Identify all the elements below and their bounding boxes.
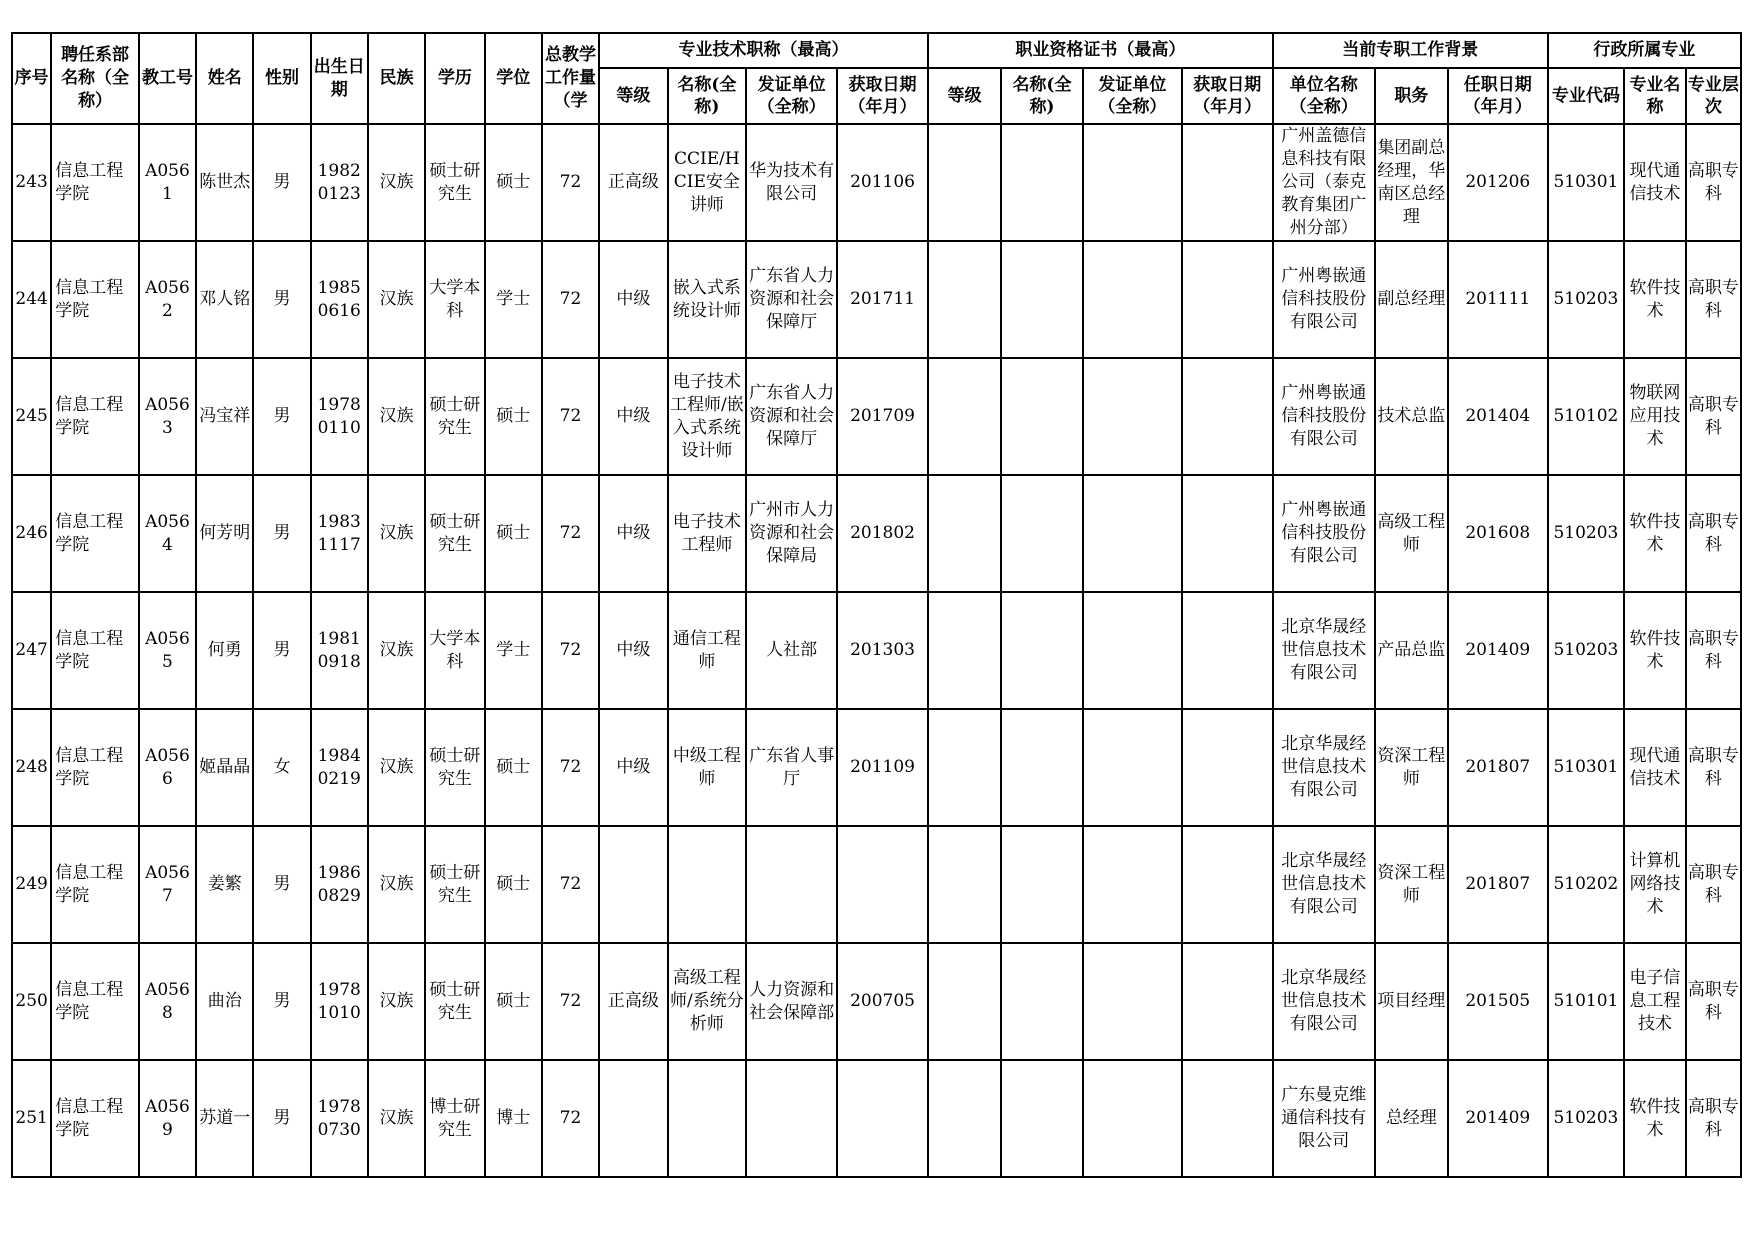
cert-issuer-cell: [1083, 826, 1182, 943]
dept-cell: 信息工程学院: [51, 1060, 139, 1177]
header-major-name-text: 专业名称: [1629, 75, 1681, 117]
birth-cell: 19840219: [311, 709, 368, 826]
gender-cell: 男: [253, 241, 310, 358]
header-degree: 学位: [485, 33, 542, 124]
seq-cell: 247: [12, 592, 51, 709]
header-education: 学历: [425, 33, 485, 124]
seq-cell: 250: [12, 943, 51, 1060]
header-group-job: 当前专职工作背景: [1273, 33, 1548, 68]
title-name-cell: [668, 1060, 747, 1177]
cert-level-cell: [928, 826, 1001, 943]
birth-cell: 19831117: [311, 475, 368, 592]
gender-cell: 男: [253, 826, 310, 943]
cert-issuer-cell: [1083, 1060, 1182, 1177]
title-level-cell: 中级: [599, 592, 667, 709]
cert-issuer-cell: [1083, 358, 1182, 475]
dept-cell: 信息工程学院: [51, 358, 139, 475]
header-dept: 聘任系部名称（全称）: [51, 33, 139, 124]
cert-issuer-cell: [1083, 709, 1182, 826]
table-row: [12, 592, 1741, 709]
degree-cell: 博士: [485, 1060, 542, 1177]
staff-table: [11, 32, 1742, 1178]
workload-cell: 72: [542, 826, 599, 943]
dept-cell: 信息工程学院: [51, 826, 139, 943]
header-job-date: 任职日期（年月）: [1448, 68, 1548, 124]
cert-name-cell: [1001, 124, 1083, 241]
job-date-cell: 201505: [1448, 943, 1548, 1060]
job-date-cell: 201608: [1448, 475, 1548, 592]
job-org-cell: 广州粤嵌通信科技股份有限公司: [1273, 475, 1375, 592]
title-issuer-cell: 广东省人力资源和社会保障厅: [746, 358, 837, 475]
workload-cell: 72: [542, 124, 599, 241]
title-level-cell: 中级: [599, 241, 667, 358]
table-row: [12, 475, 1741, 592]
cert-date-cell: [1182, 709, 1273, 826]
title-issuer-cell: [746, 826, 837, 943]
header-title-name: 名称(全称): [668, 68, 747, 124]
job-org-cell: 广东曼克维通信科技有限公司: [1273, 1060, 1375, 1177]
cert-name-cell: [1001, 709, 1083, 826]
job-org-cell: 广州盖德信息科技有限公司（泰克教育集团广州分部）: [1273, 124, 1375, 241]
title-name-cell: 电子技术工程师/嵌入式系统设计师: [668, 358, 747, 475]
title-date-cell: [837, 826, 928, 943]
major-code-cell: 510101: [1548, 943, 1624, 1060]
gender-cell: 女: [253, 709, 310, 826]
title-level-cell: [599, 1060, 667, 1177]
cert-level-cell: [928, 475, 1001, 592]
birth-cell: 19820123: [311, 124, 368, 241]
major-code-cell: 510203: [1548, 475, 1624, 592]
title-name-cell: 中级工程师: [668, 709, 747, 826]
name-cell: 冯宝祥: [196, 358, 253, 475]
workload-cell: 72: [542, 241, 599, 358]
header-birth: 出生日期: [311, 33, 368, 124]
dept-cell: 信息工程学院: [51, 475, 139, 592]
title-issuer-cell: 广东省人力资源和社会保障厅: [746, 241, 837, 358]
seq-cell: 248: [12, 709, 51, 826]
cert-level-cell: [928, 943, 1001, 1060]
degree-cell: 硕士: [485, 943, 542, 1060]
job-org-cell: 北京华晟经世信息技术有限公司: [1273, 943, 1375, 1060]
education-cell: 硕士研究生: [425, 475, 485, 592]
title-issuer-cell: 人社部: [746, 592, 837, 709]
degree-cell: 硕士: [485, 475, 542, 592]
staff-no-cell: A0567: [139, 826, 196, 943]
major-level-cell: 高职专科: [1686, 826, 1741, 943]
title-date-cell: [837, 1060, 928, 1177]
title-name-cell: [668, 826, 747, 943]
ethnicity-cell: 汉族: [368, 358, 425, 475]
title-level-cell: 中级: [599, 358, 667, 475]
major-name-cell: 电子信息工程技术: [1624, 943, 1686, 1060]
cert-level-cell: [928, 241, 1001, 358]
table-row: [12, 826, 1741, 943]
cert-level-cell: [928, 124, 1001, 241]
cert-name-cell: [1001, 475, 1083, 592]
education-cell: 大学本科: [425, 592, 485, 709]
ethnicity-cell: 汉族: [368, 241, 425, 358]
job-post-cell: 项目经理: [1375, 943, 1448, 1060]
major-level-cell: 高职专科: [1686, 358, 1741, 475]
title-date-cell: 200705: [837, 943, 928, 1060]
title-date-cell: 201802: [837, 475, 928, 592]
header-name: 姓名: [196, 33, 253, 124]
seq-cell: 246: [12, 475, 51, 592]
ethnicity-cell: 汉族: [368, 709, 425, 826]
job-post-cell: 资深工程师: [1375, 826, 1448, 943]
cert-name-cell: [1001, 241, 1083, 358]
workload-cell: 72: [542, 709, 599, 826]
title-level-cell: 正高级: [599, 943, 667, 1060]
degree-cell: 学士: [485, 592, 542, 709]
major-level-cell: 高职专科: [1686, 709, 1741, 826]
job-post-cell: 高级工程师: [1375, 475, 1448, 592]
major-level-cell: 高职专科: [1686, 1060, 1741, 1177]
header-ethnicity: 民族: [368, 33, 425, 124]
title-name-cell: 嵌入式系统设计师: [668, 241, 747, 358]
degree-cell: 硕士: [485, 358, 542, 475]
cert-issuer-cell: [1083, 475, 1182, 592]
header-cert-name: 名称(全称): [1001, 68, 1083, 124]
job-org-cell: 北京华晟经世信息技术有限公司: [1273, 592, 1375, 709]
name-cell: 姜繁: [196, 826, 253, 943]
header-job-post: 职务: [1375, 68, 1448, 124]
name-cell: 姬晶晶: [196, 709, 253, 826]
cert-issuer-cell: [1083, 124, 1182, 241]
birth-cell: 19850616: [311, 241, 368, 358]
major-name-cell: 软件技术: [1624, 241, 1686, 358]
title-date-cell: 201109: [837, 709, 928, 826]
ethnicity-cell: 汉族: [368, 124, 425, 241]
birth-cell: 19810918: [311, 592, 368, 709]
title-name-cell: CCIE/HCIE安全讲师: [668, 124, 747, 241]
header-major-name: [1624, 68, 1686, 124]
header-seq: 序号: [12, 33, 51, 124]
major-name-cell: 软件技术: [1624, 475, 1686, 592]
cert-date-cell: [1182, 1060, 1273, 1177]
staff-no-cell: A0566: [139, 709, 196, 826]
title-level-cell: 中级: [599, 709, 667, 826]
title-issuer-cell: [746, 1060, 837, 1177]
ethnicity-cell: 汉族: [368, 1060, 425, 1177]
table-row: [12, 1060, 1741, 1177]
name-cell: 陈世杰: [196, 124, 253, 241]
ethnicity-cell: 汉族: [368, 475, 425, 592]
job-date-cell: 201206: [1448, 124, 1548, 241]
job-org-cell: 北京华晟经世信息技术有限公司: [1273, 709, 1375, 826]
header-staff-no: 教工号: [139, 33, 196, 124]
major-code-cell: 510301: [1548, 124, 1624, 241]
staff-no-cell: A0564: [139, 475, 196, 592]
education-cell: 博士研究生: [425, 1060, 485, 1177]
major-level-cell: 高职专科: [1686, 592, 1741, 709]
table-row: [12, 124, 1741, 241]
education-cell: 硕士研究生: [425, 943, 485, 1060]
header-title-level: 等级: [599, 68, 667, 124]
major-name-cell: 软件技术: [1624, 592, 1686, 709]
gender-cell: 男: [253, 1060, 310, 1177]
major-code-cell: 510202: [1548, 826, 1624, 943]
header-cert-level: 等级: [928, 68, 1001, 124]
ethnicity-cell: 汉族: [368, 592, 425, 709]
birth-cell: 19860829: [311, 826, 368, 943]
header-job-org: 单位名称（全称）: [1273, 68, 1375, 124]
title-date-cell: 201303: [837, 592, 928, 709]
ethnicity-cell: 汉族: [368, 826, 425, 943]
cert-name-cell: [1001, 1060, 1083, 1177]
header-workload-text: 总教学工作量（学: [544, 45, 596, 111]
title-date-cell: 201106: [837, 124, 928, 241]
major-name-cell: 现代通信技术: [1624, 709, 1686, 826]
workload-cell: 72: [542, 1060, 599, 1177]
name-cell: 苏道一: [196, 1060, 253, 1177]
ethnicity-cell: 汉族: [368, 943, 425, 1060]
staff-no-cell: A0562: [139, 241, 196, 358]
header-gender: 性别: [253, 33, 310, 124]
cert-issuer-cell: [1083, 592, 1182, 709]
header-major-code: 专业代码: [1548, 68, 1624, 124]
job-date-cell: 201409: [1448, 1060, 1548, 1177]
title-issuer-cell: 广东省人事厅: [746, 709, 837, 826]
workload-cell: 72: [542, 592, 599, 709]
title-name-cell: 高级工程师/系统分析师: [668, 943, 747, 1060]
cert-date-cell: [1182, 592, 1273, 709]
title-name-cell: 通信工程师: [668, 592, 747, 709]
header-group-major: 行政所属专业: [1548, 33, 1741, 68]
title-level-cell: 正高级: [599, 124, 667, 241]
dept-cell: 信息工程学院: [51, 241, 139, 358]
title-date-cell: 201709: [837, 358, 928, 475]
workload-cell: 72: [542, 943, 599, 1060]
name-cell: 邓人铭: [196, 241, 253, 358]
title-name-cell: 电子技术工程师: [668, 475, 747, 592]
header-title-issuer: 发证单位（全称）: [746, 68, 837, 124]
header-major-level: 专业层次: [1686, 68, 1741, 124]
major-name-cell: 计算机网络技术: [1624, 826, 1686, 943]
gender-cell: 男: [253, 358, 310, 475]
seq-cell: 251: [12, 1060, 51, 1177]
name-cell: 何芳明: [196, 475, 253, 592]
major-code-cell: 510203: [1548, 1060, 1624, 1177]
title-issuer-cell: 华为技术有限公司: [746, 124, 837, 241]
job-post-cell: 集团副总经理，华南区总经理: [1375, 124, 1448, 241]
cert-name-cell: [1001, 943, 1083, 1060]
education-cell: 硕士研究生: [425, 826, 485, 943]
education-cell: 大学本科: [425, 241, 485, 358]
dept-cell: 信息工程学院: [51, 124, 139, 241]
cert-level-cell: [928, 358, 1001, 475]
job-post-cell: 资深工程师: [1375, 709, 1448, 826]
job-date-cell: 201807: [1448, 709, 1548, 826]
degree-cell: 硕士: [485, 709, 542, 826]
education-cell: 硕士研究生: [425, 358, 485, 475]
job-date-cell: 201807: [1448, 826, 1548, 943]
major-code-cell: 510102: [1548, 358, 1624, 475]
job-org-cell: 北京华晟经世信息技术有限公司: [1273, 826, 1375, 943]
job-post-cell: 技术总监: [1375, 358, 1448, 475]
table-row: [12, 943, 1741, 1060]
degree-cell: 硕士: [485, 826, 542, 943]
cert-issuer-cell: [1083, 943, 1182, 1060]
title-level-cell: 中级: [599, 475, 667, 592]
major-name-cell: 现代通信技术: [1624, 124, 1686, 241]
cert-date-cell: [1182, 358, 1273, 475]
cert-date-cell: [1182, 943, 1273, 1060]
cert-name-cell: [1001, 358, 1083, 475]
seq-cell: 249: [12, 826, 51, 943]
birth-cell: 19781010: [311, 943, 368, 1060]
major-level-cell: 高职专科: [1686, 475, 1741, 592]
gender-cell: 男: [253, 943, 310, 1060]
cert-level-cell: [928, 592, 1001, 709]
dept-cell: 信息工程学院: [51, 943, 139, 1060]
major-code-cell: 510203: [1548, 241, 1624, 358]
job-post-cell: 总经理: [1375, 1060, 1448, 1177]
job-date-cell: 201409: [1448, 592, 1548, 709]
title-level-cell: [599, 826, 667, 943]
cert-date-cell: [1182, 475, 1273, 592]
seq-cell: 245: [12, 358, 51, 475]
job-date-cell: 201111: [1448, 241, 1548, 358]
header-group-cert: 职业资格证书（最高）: [928, 33, 1273, 68]
workload-cell: 72: [542, 475, 599, 592]
staff-no-cell: A0565: [139, 592, 196, 709]
major-name-cell: 软件技术: [1624, 1060, 1686, 1177]
cert-date-cell: [1182, 826, 1273, 943]
job-org-cell: 广州粤嵌通信科技股份有限公司: [1273, 241, 1375, 358]
name-cell: 曲治: [196, 943, 253, 1060]
birth-cell: 19780730: [311, 1060, 368, 1177]
staff-no-cell: A0563: [139, 358, 196, 475]
cert-level-cell: [928, 1060, 1001, 1177]
cert-date-cell: [1182, 124, 1273, 241]
staff-no-cell: A0569: [139, 1060, 196, 1177]
cert-issuer-cell: [1083, 241, 1182, 358]
cert-name-cell: [1001, 826, 1083, 943]
seq-cell: 244: [12, 241, 51, 358]
birth-cell: 19780110: [311, 358, 368, 475]
header-group-title: 专业技术职称（最高）: [599, 33, 928, 68]
education-cell: 硕士研究生: [425, 709, 485, 826]
table-row: [12, 709, 1741, 826]
dept-cell: 信息工程学院: [51, 592, 139, 709]
cert-name-cell: [1001, 592, 1083, 709]
job-post-cell: 副总经理: [1375, 241, 1448, 358]
gender-cell: 男: [253, 592, 310, 709]
title-issuer-cell: 人力资源和社会保障部: [746, 943, 837, 1060]
job-post-cell: 产品总监: [1375, 592, 1448, 709]
major-name-cell: 物联网应用技术: [1624, 358, 1686, 475]
title-issuer-cell: 广州市人力资源和社会保障局: [746, 475, 837, 592]
staff-no-cell: A0568: [139, 943, 196, 1060]
major-level-cell: 高职专科: [1686, 943, 1741, 1060]
staff-no-cell: A0561: [139, 124, 196, 241]
job-date-cell: 201404: [1448, 358, 1548, 475]
dept-cell: 信息工程学院: [51, 709, 139, 826]
title-date-cell: 201711: [837, 241, 928, 358]
header-cert-date: 获取日期（年月）: [1182, 68, 1273, 124]
major-code-cell: 510203: [1548, 592, 1624, 709]
table-row: [12, 358, 1741, 475]
workload-cell: 72: [542, 358, 599, 475]
name-cell: 何勇: [196, 592, 253, 709]
header-cert-issuer: 发证单位（全称）: [1083, 68, 1182, 124]
job-org-cell: 广州粤嵌通信科技股份有限公司: [1273, 358, 1375, 475]
table-body: [12, 124, 1741, 1177]
major-level-cell: 高职专科: [1686, 124, 1741, 241]
gender-cell: 男: [253, 475, 310, 592]
degree-cell: 学士: [485, 241, 542, 358]
major-code-cell: 510301: [1548, 709, 1624, 826]
major-level-cell: 高职专科: [1686, 241, 1741, 358]
cert-level-cell: [928, 709, 1001, 826]
header-title-date: 获取日期（年月）: [837, 68, 928, 124]
table-row: [12, 241, 1741, 358]
header-workload: [542, 33, 599, 124]
gender-cell: 男: [253, 124, 310, 241]
seq-cell: 243: [12, 124, 51, 241]
cert-date-cell: [1182, 241, 1273, 358]
education-cell: 硕士研究生: [425, 124, 485, 241]
degree-cell: 硕士: [485, 124, 542, 241]
